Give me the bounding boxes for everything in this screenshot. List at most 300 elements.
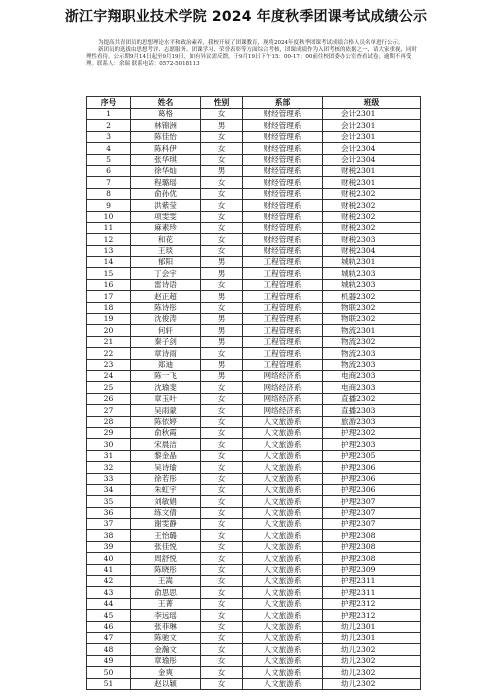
cell-gender: 女: [201, 667, 243, 678]
cell-gender: 女: [201, 211, 243, 222]
table-row: [87, 519, 421, 530]
cell-number: 34: [87, 484, 131, 495]
cell-name: 宋晨洁: [131, 439, 201, 450]
cell-class: 会计2304: [323, 154, 421, 165]
table-row: [87, 541, 421, 552]
table-row: [87, 587, 421, 598]
cell-name: 谢雯静: [131, 519, 201, 530]
cell-department: 人文旅游系: [243, 632, 323, 643]
table-row: [87, 143, 421, 154]
cell-gender: 女: [201, 245, 243, 256]
table-row: [87, 325, 421, 336]
cell-name: 刘敏娟: [131, 496, 201, 507]
cell-class: 护理2308: [323, 530, 421, 541]
cell-class: 护理2312: [323, 598, 421, 609]
cell-number: 40: [87, 553, 131, 564]
cell-gender: 女: [201, 109, 243, 120]
cell-number: 8: [87, 188, 131, 199]
table-row: [87, 165, 421, 176]
cell-class: 机器2302: [323, 291, 421, 302]
cell-department: 人文旅游系: [243, 610, 323, 621]
cell-gender: 女: [201, 644, 243, 655]
cell-class: 城轨2301: [323, 257, 421, 268]
cell-department: 人文旅游系: [243, 655, 323, 666]
cell-department: 人文旅游系: [243, 667, 323, 678]
cell-gender: 男: [201, 359, 243, 370]
cell-class: 财税2302: [323, 188, 421, 199]
cell-name: 金爽: [131, 667, 201, 678]
cell-name: 章诗雨: [131, 348, 201, 359]
cell-name: 赵正超: [131, 291, 201, 302]
cell-gender: 女: [201, 188, 243, 199]
header-number: 序号: [87, 97, 131, 109]
cell-number: 5: [87, 154, 131, 165]
header-gender: 性别: [201, 97, 243, 109]
cell-class: 物联2302: [323, 302, 421, 313]
cell-gender: 女: [201, 576, 243, 587]
cell-department: 人文旅游系: [243, 450, 323, 461]
cell-name: 和花: [131, 234, 201, 245]
cell-name: 王嵩: [131, 576, 201, 587]
cell-class: 护理2307: [323, 507, 421, 518]
cell-gender: 男: [201, 257, 243, 268]
cell-number: 37: [87, 519, 131, 530]
cell-name: 郁阳: [131, 257, 201, 268]
table-row: [87, 120, 421, 131]
cell-department: 财经管理系: [243, 120, 323, 131]
cell-gender: 女: [201, 621, 243, 632]
cell-gender: 男: [201, 370, 243, 381]
cell-number: 19: [87, 314, 131, 325]
cell-number: 41: [87, 564, 131, 575]
cell-name: 葛格: [131, 109, 201, 120]
cell-class: 会计2301: [323, 120, 421, 131]
table-row: [87, 405, 421, 416]
cell-number: 1: [87, 109, 131, 120]
cell-number: 50: [87, 667, 131, 678]
cell-class: 护理2306: [323, 473, 421, 484]
cell-class: 护理2307: [323, 519, 421, 530]
cell-name: 练文倩: [131, 507, 201, 518]
cell-department: 工程管理系: [243, 268, 323, 279]
cell-number: 10: [87, 211, 131, 222]
cell-class: 护理2306: [323, 462, 421, 473]
cell-class: 物流2303: [323, 359, 421, 370]
cell-name: 王菁: [131, 598, 201, 609]
cell-class: 护理2305: [323, 450, 421, 461]
cell-department: 人文旅游系: [243, 587, 323, 598]
table-row: [87, 553, 421, 564]
cell-department: 网络经济系: [243, 393, 323, 404]
cell-gender: 女: [201, 484, 243, 495]
cell-gender: 女: [201, 416, 243, 427]
cell-number: 6: [87, 165, 131, 176]
cell-gender: 女: [201, 302, 243, 313]
results-table: [86, 96, 421, 690]
table-row: [87, 655, 421, 666]
table-row: [87, 484, 421, 495]
intro-paragraph-1: 为提高共青团员的思想理论水平和政治素养，我校开展了团课教育，现将2024年度秋季团课考试成绩合格人员名单进行公示。: [98, 40, 404, 46]
table-row: [87, 336, 421, 347]
table-row: [87, 621, 421, 632]
cell-number: 49: [87, 655, 131, 666]
cell-department: 人文旅游系: [243, 462, 323, 473]
cell-gender: 女: [201, 450, 243, 461]
cell-number: 42: [87, 576, 131, 587]
cell-department: 工程管理系: [243, 279, 323, 290]
cell-gender: 女: [201, 587, 243, 598]
cell-gender: 男: [201, 120, 243, 131]
cell-name: 陈依婷: [131, 416, 201, 427]
cell-number: 43: [87, 587, 131, 598]
cell-number: 36: [87, 507, 131, 518]
cell-number: 35: [87, 496, 131, 507]
cell-name: 陈佳怡: [131, 131, 201, 142]
table-row: [87, 291, 421, 302]
table-row: [87, 177, 421, 188]
table-row: [87, 462, 421, 473]
table-row: [87, 507, 421, 518]
cell-name: 陈晓彤: [131, 564, 201, 575]
cell-department: 人文旅游系: [243, 621, 323, 632]
cell-department: 财经管理系: [243, 211, 323, 222]
table-row: [87, 302, 421, 313]
cell-number: 51: [87, 678, 131, 689]
cell-gender: 男: [201, 325, 243, 336]
cell-class: 护理2306: [323, 484, 421, 495]
cell-gender: 女: [201, 348, 243, 359]
cell-name: 郑迪: [131, 359, 201, 370]
cell-department: 人文旅游系: [243, 598, 323, 609]
cell-gender: 女: [201, 678, 243, 689]
cell-name: 丁会宇: [131, 268, 201, 279]
cell-name: 程璐瑶: [131, 177, 201, 188]
table-row: [87, 678, 421, 689]
cell-number: 47: [87, 632, 131, 643]
cell-number: 3: [87, 131, 131, 142]
cell-number: 33: [87, 473, 131, 484]
cell-name: 陈一飞: [131, 370, 201, 381]
cell-gender: 女: [201, 143, 243, 154]
cell-department: 网络经济系: [243, 405, 323, 416]
cell-name: 陈驰文: [131, 632, 201, 643]
cell-class: 会计2301: [323, 109, 421, 120]
cell-number: 32: [87, 462, 131, 473]
cell-department: 网络经济系: [243, 382, 323, 393]
cell-class: 电商2303: [323, 370, 421, 381]
table-row: [87, 211, 421, 222]
cell-department: 工程管理系: [243, 302, 323, 313]
cell-gender: 男: [201, 165, 243, 176]
table-row: [87, 576, 421, 587]
cell-number: 45: [87, 610, 131, 621]
cell-number: 26: [87, 393, 131, 404]
cell-number: 4: [87, 143, 131, 154]
cell-class: 财税2303: [323, 234, 421, 245]
cell-number: 25: [87, 382, 131, 393]
cell-class: 物联2302: [323, 314, 421, 325]
table-row: [87, 222, 421, 233]
cell-class: 直播2303: [323, 405, 421, 416]
cell-gender: 女: [201, 234, 243, 245]
cell-gender: 女: [201, 655, 243, 666]
cell-gender: 男: [201, 291, 243, 302]
table-row: [87, 245, 421, 256]
cell-name: 吴诗瑜: [131, 462, 201, 473]
header-name: 姓名: [131, 97, 201, 109]
cell-name: 李远瑶: [131, 610, 201, 621]
cell-number: 17: [87, 291, 131, 302]
cell-class: 护理2308: [323, 553, 421, 564]
table-row: [87, 154, 421, 165]
table-row: [87, 610, 421, 621]
cell-gender: 女: [201, 496, 243, 507]
table-body: [87, 109, 421, 690]
cell-number: 23: [87, 359, 131, 370]
cell-name: 何轩: [131, 325, 201, 336]
cell-gender: 女: [201, 519, 243, 530]
cell-class: 幼儿2302: [323, 644, 421, 655]
cell-number: 27: [87, 405, 131, 416]
cell-name: 陈科伊: [131, 143, 201, 154]
cell-class: 财税2302: [323, 222, 421, 233]
cell-number: 11: [87, 222, 131, 233]
table-row: [87, 359, 421, 370]
cell-department: 财经管理系: [243, 234, 323, 245]
cell-number: 14: [87, 257, 131, 268]
cell-number: 15: [87, 268, 131, 279]
cell-name: 俞孙优: [131, 188, 201, 199]
cell-class: 财税2301: [323, 177, 421, 188]
cell-gender: 男: [201, 268, 243, 279]
table-row: [87, 314, 421, 325]
cell-department: 人文旅游系: [243, 439, 323, 450]
header-class: 班级: [323, 97, 421, 109]
cell-number: 12: [87, 234, 131, 245]
cell-department: 人文旅游系: [243, 484, 323, 495]
cell-class: 物流2301: [323, 325, 421, 336]
cell-number: 22: [87, 348, 131, 359]
cell-class: 护理2312: [323, 610, 421, 621]
cell-class: 物流2302: [323, 336, 421, 347]
cell-name: 沈瑜斐: [131, 382, 201, 393]
cell-class: 财税2304: [323, 245, 421, 256]
cell-name: 王怡璐: [131, 530, 201, 541]
cell-department: 工程管理系: [243, 359, 323, 370]
table-row: [87, 370, 421, 381]
cell-department: 人文旅游系: [243, 576, 323, 587]
cell-class: 幼儿2302: [323, 655, 421, 666]
cell-department: 财经管理系: [243, 245, 323, 256]
cell-name: 金瀚文: [131, 644, 201, 655]
table-row: [87, 496, 421, 507]
table-row: [87, 530, 421, 541]
cell-gender: 女: [201, 610, 243, 621]
cell-gender: 女: [201, 439, 243, 450]
cell-number: 9: [87, 200, 131, 211]
cell-department: 人文旅游系: [243, 519, 323, 530]
table-row: [87, 109, 421, 120]
cell-name: 麻素珍: [131, 222, 201, 233]
cell-gender: 女: [201, 564, 243, 575]
cell-name: 朱虹宇: [131, 484, 201, 495]
cell-department: 人文旅游系: [243, 427, 323, 438]
cell-gender: 女: [201, 177, 243, 188]
cell-name: 秦子剑: [131, 336, 201, 347]
cell-class: 财税2301: [323, 165, 421, 176]
cell-class: 城轨2303: [323, 279, 421, 290]
cell-number: 30: [87, 439, 131, 450]
cell-gender: 女: [201, 530, 243, 541]
cell-department: 网络经济系: [243, 370, 323, 381]
intro-paragraph-2: 新团员的选拔由思想考评、志愿服务、团课学习、荣誉表彰等方面综合考核，团课成绩作为入团考核的依据之一，请大家重视，同时理性看待。公示期9月14日起至9月19日，如有异议需反馈，于9月19日下午15：00-17：00前往校团委办公室查看试卷，逾期不再受理。联系人：余瑞 联系电话：0572-5018113: [86, 47, 418, 67]
cell-name: 张菲琳: [131, 621, 201, 632]
cell-number: 31: [87, 450, 131, 461]
cell-class: 护理2308: [323, 541, 421, 552]
cell-department: 工程管理系: [243, 257, 323, 268]
cell-number: 29: [87, 427, 131, 438]
table-row: [87, 393, 421, 404]
cell-class: 电商2303: [323, 382, 421, 393]
cell-name: 章瑜彤: [131, 655, 201, 666]
cell-department: 财经管理系: [243, 143, 323, 154]
cell-name: 黎金晶: [131, 450, 201, 461]
cell-name: 赵以颖: [131, 678, 201, 689]
cell-name: 张华琪: [131, 154, 201, 165]
cell-class: 旅游2303: [323, 416, 421, 427]
cell-department: 工程管理系: [243, 325, 323, 336]
cell-gender: 女: [201, 200, 243, 211]
cell-department: 工程管理系: [243, 291, 323, 302]
cell-class: 护理2307: [323, 496, 421, 507]
cell-number: 24: [87, 370, 131, 381]
header-department: 系部: [243, 97, 323, 109]
cell-name: 张佳悦: [131, 541, 201, 552]
cell-department: 财经管理系: [243, 177, 323, 188]
cell-department: 财经管理系: [243, 154, 323, 165]
cell-department: 人文旅游系: [243, 496, 323, 507]
cell-class: 财税2302: [323, 200, 421, 211]
cell-number: 28: [87, 416, 131, 427]
table-row: [87, 382, 421, 393]
cell-name: 陈诗彤: [131, 302, 201, 313]
cell-class: 护理2302: [323, 427, 421, 438]
cell-class: 幼儿2302: [323, 678, 421, 689]
table-row: [87, 427, 421, 438]
cell-number: 18: [87, 302, 131, 313]
cell-department: 工程管理系: [243, 314, 323, 325]
cell-class: 护理2311: [323, 576, 421, 587]
table-row: [87, 564, 421, 575]
cell-gender: 女: [201, 131, 243, 142]
cell-class: 幼儿2301: [323, 621, 421, 632]
cell-class: 幼儿2301: [323, 632, 421, 643]
table-row: [87, 257, 421, 268]
cell-department: 财经管理系: [243, 200, 323, 211]
cell-name: 徐若彤: [131, 473, 201, 484]
cell-number: 48: [87, 644, 131, 655]
cell-number: 39: [87, 541, 131, 552]
cell-department: 人文旅游系: [243, 678, 323, 689]
cell-name: 洪紫莹: [131, 200, 201, 211]
table-row: [87, 439, 421, 450]
cell-name: 王琰: [131, 245, 201, 256]
cell-name: 周舒悦: [131, 553, 201, 564]
intro-text: [86, 40, 420, 68]
cell-class: 物流2303: [323, 348, 421, 359]
table-row: [87, 279, 421, 290]
cell-gender: 女: [201, 507, 243, 518]
cell-name: 吴雨蒙: [131, 405, 201, 416]
cell-name: 林锦洲: [131, 120, 201, 131]
cell-gender: 女: [201, 541, 243, 552]
cell-department: 财经管理系: [243, 222, 323, 233]
cell-gender: 女: [201, 382, 243, 393]
cell-name: 沈俊涛: [131, 314, 201, 325]
table-row: [87, 450, 421, 461]
cell-department: 人文旅游系: [243, 473, 323, 484]
table-row: [87, 188, 421, 199]
cell-number: 38: [87, 530, 131, 541]
cell-gender: 女: [201, 632, 243, 643]
cell-department: 人文旅游系: [243, 530, 323, 541]
cell-class: 幼儿2302: [323, 667, 421, 678]
cell-gender: 女: [201, 598, 243, 609]
cell-name: 俞秋霞: [131, 427, 201, 438]
cell-gender: 女: [201, 462, 243, 473]
cell-number: 44: [87, 598, 131, 609]
cell-department: 工程管理系: [243, 348, 323, 359]
cell-name: 俞思思: [131, 587, 201, 598]
cell-gender: 女: [201, 393, 243, 404]
table-row: [87, 632, 421, 643]
table-header-row: [87, 97, 421, 109]
cell-gender: 女: [201, 154, 243, 165]
cell-name: 项雯雯: [131, 211, 201, 222]
cell-gender: 女: [201, 222, 243, 233]
cell-class: 财税2302: [323, 211, 421, 222]
cell-class: 会计2301: [323, 131, 421, 142]
cell-department: 工程管理系: [243, 336, 323, 347]
cell-number: 16: [87, 279, 131, 290]
table-row: [87, 416, 421, 427]
cell-name: 雷诗语: [131, 279, 201, 290]
cell-department: 人文旅游系: [243, 416, 323, 427]
cell-class: 护理2303: [323, 439, 421, 450]
table-row: [87, 473, 421, 484]
table-row: [87, 268, 421, 279]
table-row: [87, 200, 421, 211]
cell-number: 13: [87, 245, 131, 256]
table-row: [87, 667, 421, 678]
table-row: [87, 348, 421, 359]
cell-department: 人文旅游系: [243, 564, 323, 575]
cell-number: 2: [87, 120, 131, 131]
cell-class: 护理2309: [323, 564, 421, 575]
cell-department: 人文旅游系: [243, 644, 323, 655]
table-row: [87, 131, 421, 142]
cell-name: 章玉叶: [131, 393, 201, 404]
cell-number: 46: [87, 621, 131, 632]
cell-department: 人文旅游系: [243, 541, 323, 552]
page-title: 浙江宇翔职业技术学院 2024 年度秋季团课考试成绩公示: [64, 9, 428, 25]
cell-name: 徐华灿: [131, 165, 201, 176]
cell-class: 会计2304: [323, 143, 421, 154]
cell-class: 直播2302: [323, 393, 421, 404]
cell-class: 护理2311: [323, 587, 421, 598]
cell-number: 20: [87, 325, 131, 336]
cell-gender: 女: [201, 427, 243, 438]
